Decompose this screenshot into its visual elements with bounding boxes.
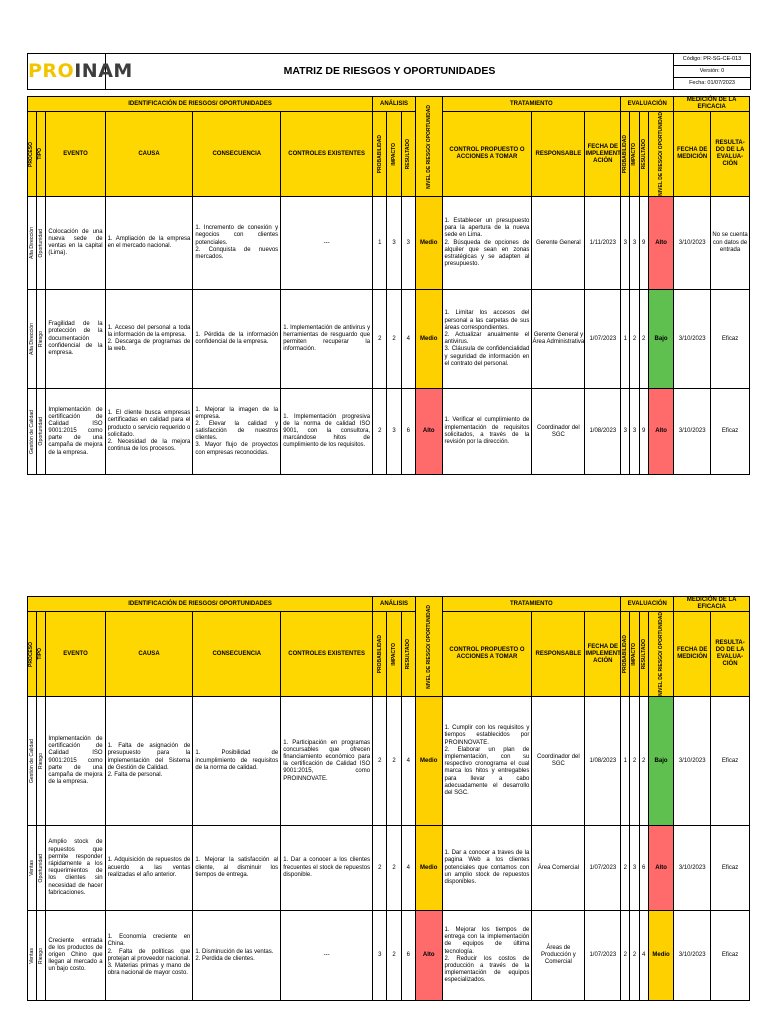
proceso-cell: Ventas — [28, 911, 37, 1001]
consecuencia-cell: 1. Mejorar la imagen de la empresa. 2. Elevar la calidad y satisfacción de nuestros clientes. 3. Mayor flujo de proyectos con empresas reconocidas. — [193, 389, 281, 475]
header-causa: CAUSA — [105, 112, 193, 197]
tipo-cell: Oportunidad — [37, 389, 46, 475]
fecha-medicion-cell: 3/10/2023 — [674, 389, 711, 475]
doc-date: Fecha: 01/07/2023 — [674, 78, 751, 90]
header-fecha-medicion: FECHA DE MEDICIÓN — [674, 112, 711, 197]
header-controles: CONTROLES EXISTENTES — [281, 112, 373, 197]
eval-impacto-cell: 2 — [630, 911, 639, 1001]
impacto-cell: 3 — [387, 197, 401, 290]
causa-cell: 1. Acceso del personal a toda la información de la empresa. 2. Descarga de programas de la web. — [105, 290, 193, 389]
eval-impacto-cell: 3 — [630, 826, 639, 911]
tipo-cell: Riesgo — [37, 911, 46, 1001]
resultado-cell: 6 — [401, 389, 415, 475]
responsable-cell: Coordinador del SGC — [532, 389, 585, 475]
responsable-cell: Áreas de Producción y Comercial — [532, 911, 585, 1001]
nivel-badge: Medio — [415, 290, 442, 389]
resultado-eval-cell: Eficaz — [711, 389, 750, 475]
risk-matrix-table-2 — [27, 596, 750, 1001]
header-responsable: RESPONSABLE — [532, 112, 585, 197]
eval-impacto-cell: 3 — [630, 197, 639, 290]
fecha-impl-cell: 1/07/2023 — [585, 290, 621, 389]
control-propuesto-cell: 1. Dar a conocer a traves de la pagina Web a los clientes potenciales que contamos con un amplio stock de repuestos disponibles. — [442, 826, 532, 911]
header-fecha-impl: FECHA DE IMPLEMENT ACIÓN — [585, 612, 621, 697]
table-row — [28, 911, 750, 1001]
proceso-cell: Gestión de Calidad — [28, 389, 37, 475]
eval-resultado-cell: 4 — [639, 911, 648, 1001]
evento-cell: Fragilidad de la protección de la documentación confidencial de la empresa. — [46, 290, 105, 389]
eval-nivel-badge: Alto — [648, 826, 674, 911]
eval-nivel-badge: Medio — [648, 911, 674, 1001]
causa-cell: 1. Falta de asignación de presupuesto para la implementación del Sistema de Gestión de Calidad. 2. Falta de personal. — [105, 697, 193, 826]
header-analisis: ANÁLISIS — [373, 97, 416, 112]
eval-probabilidad-cell: 1 — [621, 697, 630, 826]
eval-resultado-cell: 9 — [639, 389, 648, 475]
control-propuesto-cell: 1. Establecer un presupuesto para la apertura de la nueva sede en Lima. 2. Búsqueda de opciones de alquiler que sean en zonas estratégicas y se adapten al presupuesto. — [442, 197, 532, 290]
eval-resultado-cell: 9 — [639, 197, 648, 290]
table-row — [28, 197, 750, 290]
fecha-impl-cell: 1/07/2023 — [585, 826, 621, 911]
header-identificacion: IDENTIFICACIÓN DE RIESGOS/ OPORTUNIDADES — [28, 597, 373, 612]
control-propuesto-cell: 1. Verificar el cumplimiento de implementación de requisitos solicitados, a través de la revisión por la dirección. — [442, 389, 532, 475]
proceso-cell: Gestión de Calidad — [28, 697, 37, 826]
header-causa: CAUSA — [105, 612, 193, 697]
evento-cell: Colocación de una nueva sede de ventas en la capital (Lima). — [46, 197, 105, 290]
control-propuesto-cell: 1. Cumplir con los requisitos y tiempos establecidos por PROINNOVATE. 2. Elaborar un plan de implementación, con su respectivo cronograma el cual marca los hitos y entregables para llevar a cabo adecuadamente el desarrollo del SGC. — [442, 697, 532, 826]
control-propuesto-cell: 1. Mejorar los tiempos de entrega con la implementación de equipos de última tecnología. 2. Reducir los costos de producción a través de la implementación de equipos especializados. — [442, 911, 532, 1001]
header-evaluacion: EVALUACIÓN — [621, 97, 674, 112]
document-header — [27, 53, 751, 90]
responsable-cell: Gerente General — [532, 197, 585, 290]
doc-version: Versión: 0 — [674, 66, 751, 78]
tipo-cell: Riesgo — [37, 290, 46, 389]
nivel-badge: Alto — [415, 389, 442, 475]
eval-probabilidad-cell: 3 — [621, 197, 630, 290]
probabilidad-cell: 1 — [373, 197, 387, 290]
page-title: MATRIZ DE RIESGOS Y OPORTUNIDADES — [106, 54, 674, 90]
header-medicion: MEDICIÓN DE LA EFICACIA — [674, 597, 750, 612]
resultado-eval-cell: Eficaz — [711, 697, 750, 826]
nivel-badge: Medio — [415, 826, 442, 911]
eval-resultado-cell: 2 — [639, 697, 648, 826]
header-fecha-impl: FECHA DE IMPLEMENT ACIÓN — [585, 112, 621, 197]
header-eval-impacto: IMPACTO — [630, 612, 639, 697]
header-responsable: RESPONSABLE — [532, 612, 585, 697]
header-medicion: MEDICIÓN DE LA EFICACIA — [674, 97, 750, 112]
eval-impacto-cell: 2 — [630, 290, 639, 389]
header-evento: EVENTO — [46, 612, 105, 697]
eval-probabilidad-cell: 3 — [621, 389, 630, 475]
eval-nivel-badge: Alto — [648, 389, 674, 475]
fecha-medicion-cell: 3/10/2023 — [674, 697, 711, 826]
header-proceso: PROCESO — [28, 112, 37, 197]
header-tratamiento: TRATAMIENTO — [442, 97, 621, 112]
eval-probabilidad-cell: 2 — [621, 826, 630, 911]
header-probabilidad: PROBABILIDAD — [373, 112, 387, 197]
impacto-cell: 2 — [387, 826, 401, 911]
fecha-impl-cell: 1/11/2023 — [585, 197, 621, 290]
probabilidad-cell: 2 — [373, 290, 387, 389]
controles-cell: 1. Dar a conocer a los clientes frecuentes el stock de repuestos disponible. — [281, 826, 373, 911]
table-row — [28, 826, 750, 911]
evento-cell: Implementación de certificación de Calidad ISO 9001:2015 como parte de una campaña de mejora de la empresa. — [46, 389, 105, 475]
header-probabilidad: PROBABILIDAD — [373, 612, 387, 697]
resultado-cell: 4 — [401, 697, 415, 826]
eval-nivel-badge: Bajo — [648, 697, 674, 826]
tipo-cell: Oportunidad — [37, 197, 46, 290]
header-resultado-eval: RESULTA- DO DE LA EVALUA- CIÓN — [711, 612, 750, 697]
nivel-badge: Alto — [415, 911, 442, 1001]
resultado-eval-cell: Eficaz — [711, 826, 750, 911]
eval-impacto-cell: 3 — [630, 389, 639, 475]
control-propuesto-cell: 1. Limitar los accesos del personal a las carpetas de sus áreas correspondientes. 2. Actualizar anualmente el antivirus. 3. Cláusula de confidencialidad y seguridad de información en el contrato del personal. — [442, 290, 532, 389]
header-control-propuesto: CONTROL PROPUESTO O ACCIONES A TOMAR — [442, 112, 532, 197]
eval-probabilidad-cell: 2 — [621, 911, 630, 1001]
probabilidad-cell: 2 — [373, 826, 387, 911]
header-tipo: TIPO — [37, 112, 46, 197]
header-impacto: IMPACTO — [387, 112, 401, 197]
controles-cell: 1. Implementación de antivirus y herramientas de resguardo que permiten recuperar la información. — [281, 290, 373, 389]
header-evento: EVENTO — [46, 112, 105, 197]
fecha-medicion-cell: 3/10/2023 — [674, 290, 711, 389]
resultado-cell: 4 — [401, 290, 415, 389]
header-nivel: NIVEL DE RIESGO/ OPORTUNIDAD — [415, 97, 442, 197]
resultado-eval-cell: No se cuenta con datos de entrada — [711, 197, 750, 290]
header-tratamiento: TRATAMIENTO — [442, 597, 621, 612]
header-control-propuesto: CONTROL PROPUESTO O ACCIONES A TOMAR — [442, 612, 532, 697]
header-resultado: RESULTADO — [401, 612, 415, 697]
table-row — [28, 290, 750, 389]
resultado-eval-cell: Eficaz — [711, 911, 750, 1001]
header-eval-nivel: NIVEL DE RIESGO/ OPORTUNIDAD — [648, 112, 674, 197]
proceso-cell: Ventas — [28, 826, 37, 911]
header-nivel: NIVEL DE RIESGO/ OPORTUNIDAD — [415, 597, 442, 697]
header-proceso: PROCESO — [28, 612, 37, 697]
header-eval-resultado: RESULTADO — [639, 612, 648, 697]
fecha-medicion-cell: 3/10/2023 — [674, 826, 711, 911]
impacto-cell: 2 — [387, 911, 401, 1001]
controles-cell: 1. Participación en programas concursables que ofrecen financiamiento económico para la certificación de Calidad ISO 9001:2015, como PROINNOVATE. — [281, 697, 373, 826]
probabilidad-cell: 2 — [373, 389, 387, 475]
resultado-eval-cell: Eficaz — [711, 290, 750, 389]
proceso-cell: Alta Dirección — [28, 197, 37, 290]
evento-cell: Amplio stock de repuestos que permite responder rápidamente a los requerimientos de los clientes sin necesidad de hacer fabricaciones. — [46, 826, 105, 911]
header-fecha-medicion: FECHA DE MEDICIÓN — [674, 612, 711, 697]
eval-nivel-badge: Alto — [648, 197, 674, 290]
header-analisis: ANÁLISIS — [373, 597, 416, 612]
causa-cell: 1. Ampliación de la empresa en el mercado nacional. — [105, 197, 193, 290]
controles-cell: --- — [281, 911, 373, 1001]
impacto-cell: 2 — [387, 697, 401, 826]
proceso-cell: Alta Dirección — [28, 290, 37, 389]
eval-resultado-cell: 6 — [639, 826, 648, 911]
company-logo: PROINAM — [28, 54, 106, 90]
header-consecuencia: CONSECUENCIA — [193, 112, 281, 197]
evento-cell: Implementación de certificación de Calidad ISO 9001:2015 como parte de una campaña de mejora de la empresa. — [46, 697, 105, 826]
table-row — [28, 697, 750, 826]
nivel-badge: Medio — [415, 697, 442, 826]
probabilidad-cell: 3 — [373, 911, 387, 1001]
impacto-cell: 3 — [387, 389, 401, 475]
header-consecuencia: CONSECUENCIA — [193, 612, 281, 697]
resultado-cell: 4 — [401, 826, 415, 911]
header-tipo: TIPO — [37, 612, 46, 697]
eval-impacto-cell: 2 — [630, 697, 639, 826]
eval-probabilidad-cell: 1 — [621, 290, 630, 389]
causa-cell: 1. El cliente busca empresas certificadas en calidad para el producto o servicio requerido o solicitado. 2. Necesidad de la mejora continua de los procesos. — [105, 389, 193, 475]
consecuencia-cell: 1. Pérdida de la información confidencial de la empresa. — [193, 290, 281, 389]
consecuencia-cell: 1. Incremento de conexión y negocios con clientes potenciales. 2. Conquista de nuevos mercados. — [193, 197, 281, 290]
header-eval-probabilidad: PROBABILIDAD — [621, 612, 630, 697]
header-eval-probabilidad: PROBABILIDAD — [621, 112, 630, 197]
fecha-impl-cell: 1/08/2023 — [585, 389, 621, 475]
doc-code: Código: PR-SG-CE-013 — [674, 54, 751, 66]
header-eval-nivel: NIVEL DE RIESGO/ OPORTUNIDAD — [648, 612, 674, 697]
header-evaluacion: EVALUACIÓN — [621, 597, 674, 612]
resultado-cell: 6 — [401, 911, 415, 1001]
fecha-impl-cell: 1/07/2023 — [585, 911, 621, 1001]
eval-nivel-badge: Bajo — [648, 290, 674, 389]
responsable-cell: Área Comercial — [532, 826, 585, 911]
consecuencia-cell: 1. Disminución de las ventas. 2. Perdida de clientes. — [193, 911, 281, 1001]
risk-matrix-table-1 — [27, 96, 750, 475]
nivel-badge: Medio — [415, 197, 442, 290]
tipo-cell: Oportunidad — [37, 826, 46, 911]
responsable-cell: Coordinador del SGC — [532, 697, 585, 826]
header-resultado: RESULTADO — [401, 112, 415, 197]
controles-cell: --- — [281, 197, 373, 290]
tipo-cell: Riesgo — [37, 697, 46, 826]
header-resultado-eval: RESULTA- DO DE LA EVALUA- CIÓN — [711, 112, 750, 197]
responsable-cell: Gerente General y Área Administrativa — [532, 290, 585, 389]
causa-cell: 1. Economía creciente en China. 2. Falta de políticas que protejan al proveedor nacional. 3. Materias primas y mano de obra nacional de mayor costo. — [105, 911, 193, 1001]
header-identificacion: IDENTIFICACIÓN DE RIESGOS/ OPORTUNIDADES — [28, 97, 373, 112]
causa-cell: 1. Adquisición de repuestos de acuerdo a las ventas realizadas el año anterior. — [105, 826, 193, 911]
fecha-medicion-cell: 3/10/2023 — [674, 911, 711, 1001]
eval-resultado-cell: 2 — [639, 290, 648, 389]
controles-cell: 1. Implementación progresiva de la norma de calidad ISO 9001, con la consultora, marcándose hitos de cumplimiento de los requisitos. — [281, 389, 373, 475]
fecha-impl-cell: 1/08/2023 — [585, 697, 621, 826]
resultado-cell: 3 — [401, 197, 415, 290]
consecuencia-cell: 1. Posibilidad de incumplimiento de requisitos de la norma de calidad. — [193, 697, 281, 826]
header-controles: CONTROLES EXISTENTES — [281, 612, 373, 697]
header-eval-resultado: RESULTADO — [639, 112, 648, 197]
fecha-medicion-cell: 3/10/2023 — [674, 197, 711, 290]
impacto-cell: 2 — [387, 290, 401, 389]
header-eval-impacto: IMPACTO — [630, 112, 639, 197]
probabilidad-cell: 2 — [373, 697, 387, 826]
consecuencia-cell: 1. Mejorar la satisfacción al cliente, al disminuir los tiempos de entrega. — [193, 826, 281, 911]
table-row — [28, 389, 750, 475]
evento-cell: Creciente entrada de los productos de origen Chino que llegan al mercado a un bajo costo. — [46, 911, 105, 1001]
header-impacto: IMPACTO — [387, 612, 401, 697]
